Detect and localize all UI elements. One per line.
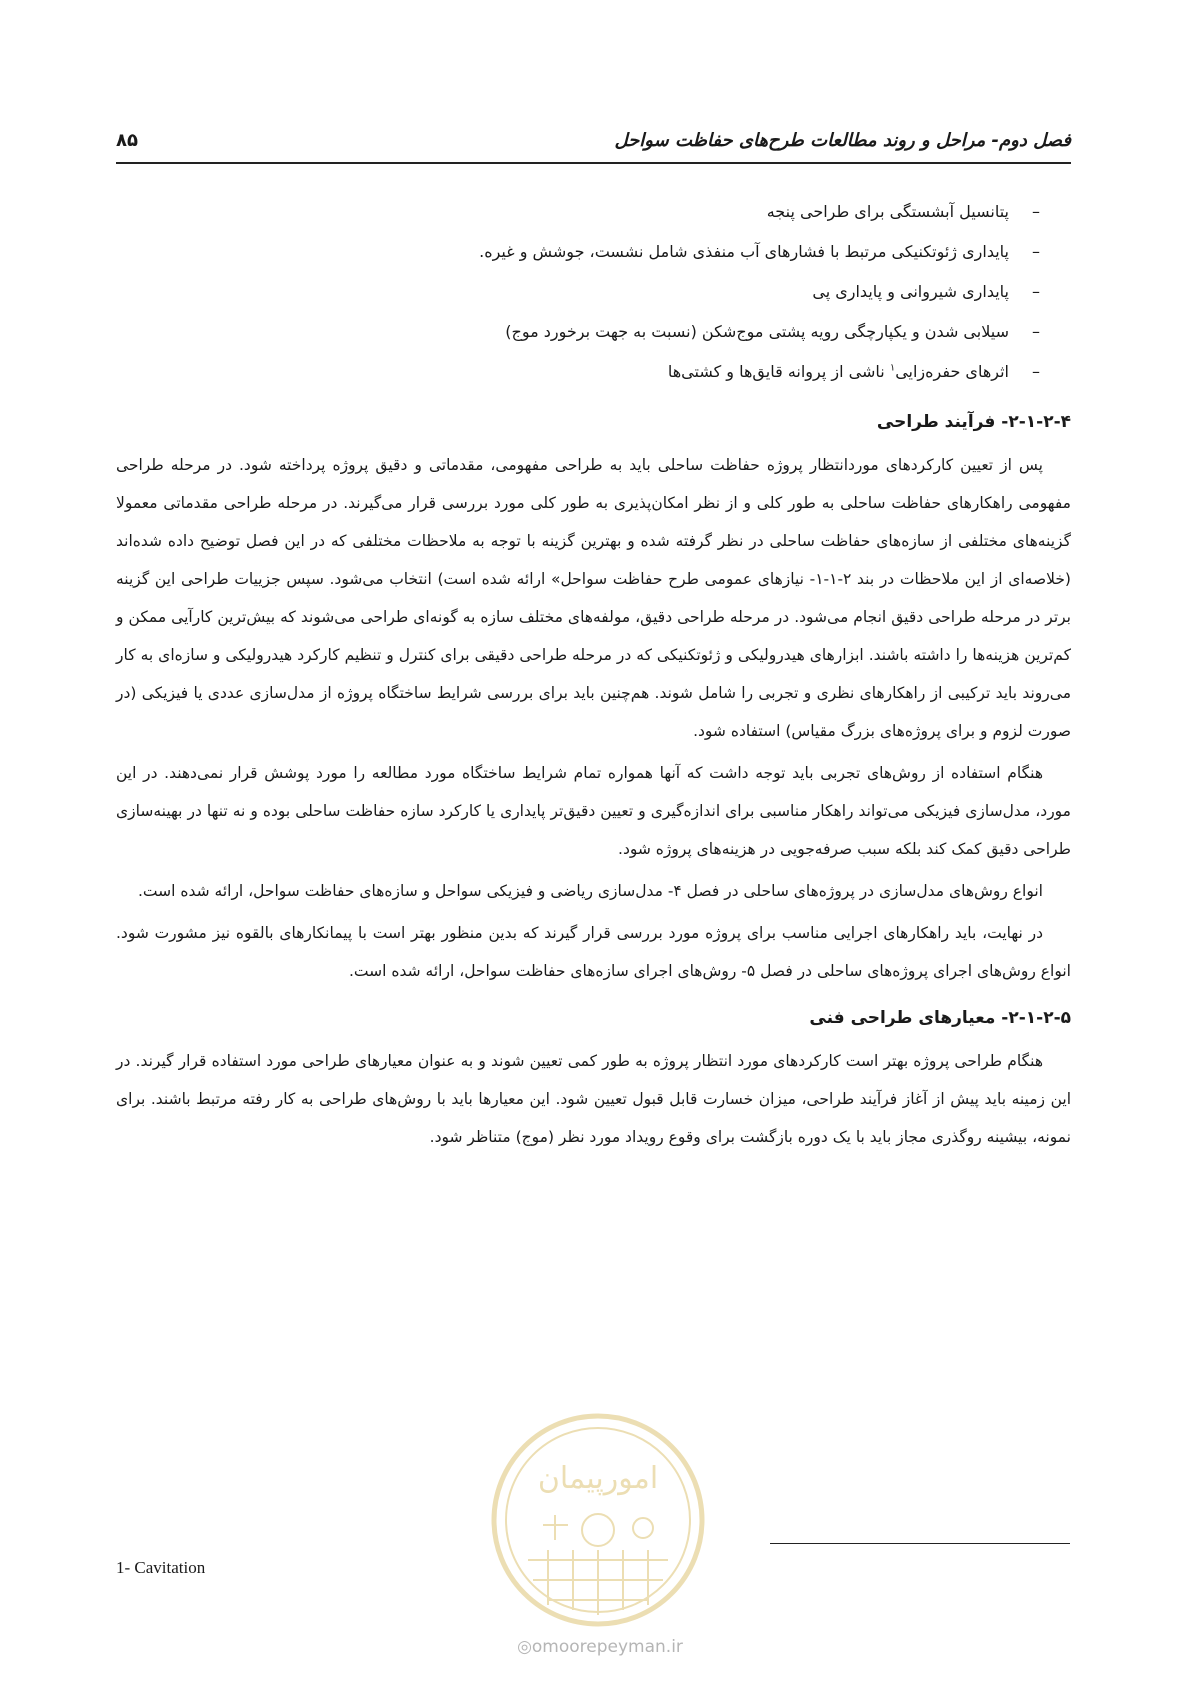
- footnote-divider: [770, 1543, 1070, 1544]
- dash-icon: –: [1032, 322, 1040, 341]
- list-item: – پتانسیل آبشستگی برای طراحی پنجه: [116, 192, 1051, 232]
- section-heading-design-process: ۲-۱-۲-۴- فرآیند طراحی: [876, 412, 1071, 432]
- dash-icon: –: [1032, 202, 1040, 221]
- list-item: – اثرهای حفره‌زایی$^۱$ ناشی از پروانه قایق‌ها و کشتی‌ها: [116, 352, 1051, 392]
- dash-icon: –: [1032, 242, 1040, 261]
- watermark-seal-icon: [488, 1410, 708, 1630]
- paragraph: هنگام طراحی پروژه بهتر است کارکردهای مورد انتظار پروژه به طور کمی تعیین شوند و به عنوان معیارهای طراحی مورد استفاده قرار گیرند. در این زمینه باید پیش از آغاز فرآیند طراحی، میزان خسارت قابل قبول تعیین شود. این معیارها باید با روش‌های طراحی به کار رفته مرتبط باشند. برای نمونه، بیشینه روگذری مجاز باید با یک دوره بازگشت برای وقوع رویداد مورد نظر (موج) متناظر شود.: [116, 1052, 1071, 1146]
- dash-icon: –: [1032, 282, 1040, 301]
- svg-text:امورپیمان: امورپیمان: [537, 1461, 659, 1496]
- section-heading-design-criteria: ۲-۱-۲-۵- معیارهای طراحی فنی: [809, 1008, 1071, 1028]
- paragraph: پس از تعیین کارکردهای موردانتظار پروژه حفاظت ساحلی باید به طراحی مفهومی، مقدماتی و دقیق پروژه پرداخته شود. در مرحله طراحی مفهومی راهکارهای حفاظت ساحلی به طور کلی و از نظر امکان‌پذیری به طور کلی مورد بررسی قرار می‌گیرند. در مرحله طراحی مقدماتی معمولا گزینه‌های مختلفی از سازه‌های حفاظت ساحلی در نظر گرفته شده و بهترین گزینه با توجه به ملاحظات مختلفی که در این فصل توضیح داده شده‌اند (خلاصه‌ای از این ملاحظات در بند ۲-۱-۱- نیازهای عمومی طرح حفاظت سواحل» ارائه شده است) انتخاب می‌شود. سپس جزییات طراحی این گزینه برتر در مرحله طراحی دقیق انجام می‌شود. در مرحله طراحی دقیق، مولفه‌های مختلف سازه به گونه‌ای طراحی می‌شوند که بیش‌ترین کارآیی ممکن و کم‌ترین هزینه‌ها را داشته باشند. ابزارهای هیدرولیکی و ژئوتکنیکی که در مرحله طراحی دقیقی برای کنترل و تنظیم کارکرد هیدرولیکی و سازه‌ای به کار می‌روند باید ترکیبی از راهکارهای نظری و تجربی را شامل شوند. هم‌چنین باید برای بررسی شرایط ساختگاه پروژه از مدل‌سازی عددی یا فیزیکی (در صورت لزوم و برای پروژه‌های بزرگ مقیاس) استفاده شود.: [116, 456, 1071, 740]
- list-item: – پایداری ژئوتکنیکی مرتبط با فشارهای آب منفذی شامل نشست، جوشش و غیره.: [116, 232, 1051, 272]
- dash-icon: –: [1032, 362, 1040, 381]
- list-item: – پایداری شیروانی و پایداری پی: [116, 272, 1051, 312]
- paragraph: هنگام استفاده از روش‌های تجربی باید توجه داشت که آنها همواره تمام شرایط ساختگاه مورد مطالعه را مورد پوشش قرار نمی‌دهند. در این مورد، مدل‌سازی فیزیکی می‌تواند راهکار مناسبی برای اندازه‌گیری و تعیین دقیق‌تر پایداری یا کارکرد سازه حفاظت ساحلی بوده و نه تنها در بهینه‌سازی طراحی دقیق کمک کند بلکه سبب صرفه‌جویی در هزینه‌های پروژه شود.: [116, 764, 1071, 858]
- bullet-list: [116, 192, 1071, 392]
- page-content: [116, 192, 1071, 1160]
- footnote: 1- Cavitation: [116, 1558, 206, 1577]
- watermark-url: ◎omoorepeyman.ir: [517, 1637, 683, 1657]
- chapter-title: فصل دوم- مراحل و روند مطالعات طرح‌های حفاظت سواحل: [614, 130, 1071, 151]
- list-item: – سیلابی شدن و یکپارچگی رویه پشتی موج‌شکن (نسبت به جهت برخورد موج): [116, 312, 1051, 352]
- paragraph: در نهایت، باید راهکارهای اجرایی مناسب برای پروژه مورد بررسی قرار گیرند که بدین منظور بهتر است با پیمانکارهای بالقوه نیز مشورت شود. انواع روش‌های اجرای پروژه‌های ساحلی در فصل ۵- روش‌های اجرای سازه‌های حفاظت سواحل، ارائه شده است.: [116, 924, 1071, 980]
- page-number: ۸۵: [116, 130, 138, 151]
- footnote-marker: ۱: [889, 362, 896, 374]
- page-header: [116, 128, 1071, 164]
- watermark-logo-icon: ◎: [517, 1637, 532, 1657]
- paragraph: انواع روش‌های مدل‌سازی در پروژه‌های ساحلی در فصل ۴- مدل‌سازی ریاضی و فیزیکی سواحل و سازه‌های حفاظت سواحل، ارائه شده است.: [137, 882, 1043, 900]
